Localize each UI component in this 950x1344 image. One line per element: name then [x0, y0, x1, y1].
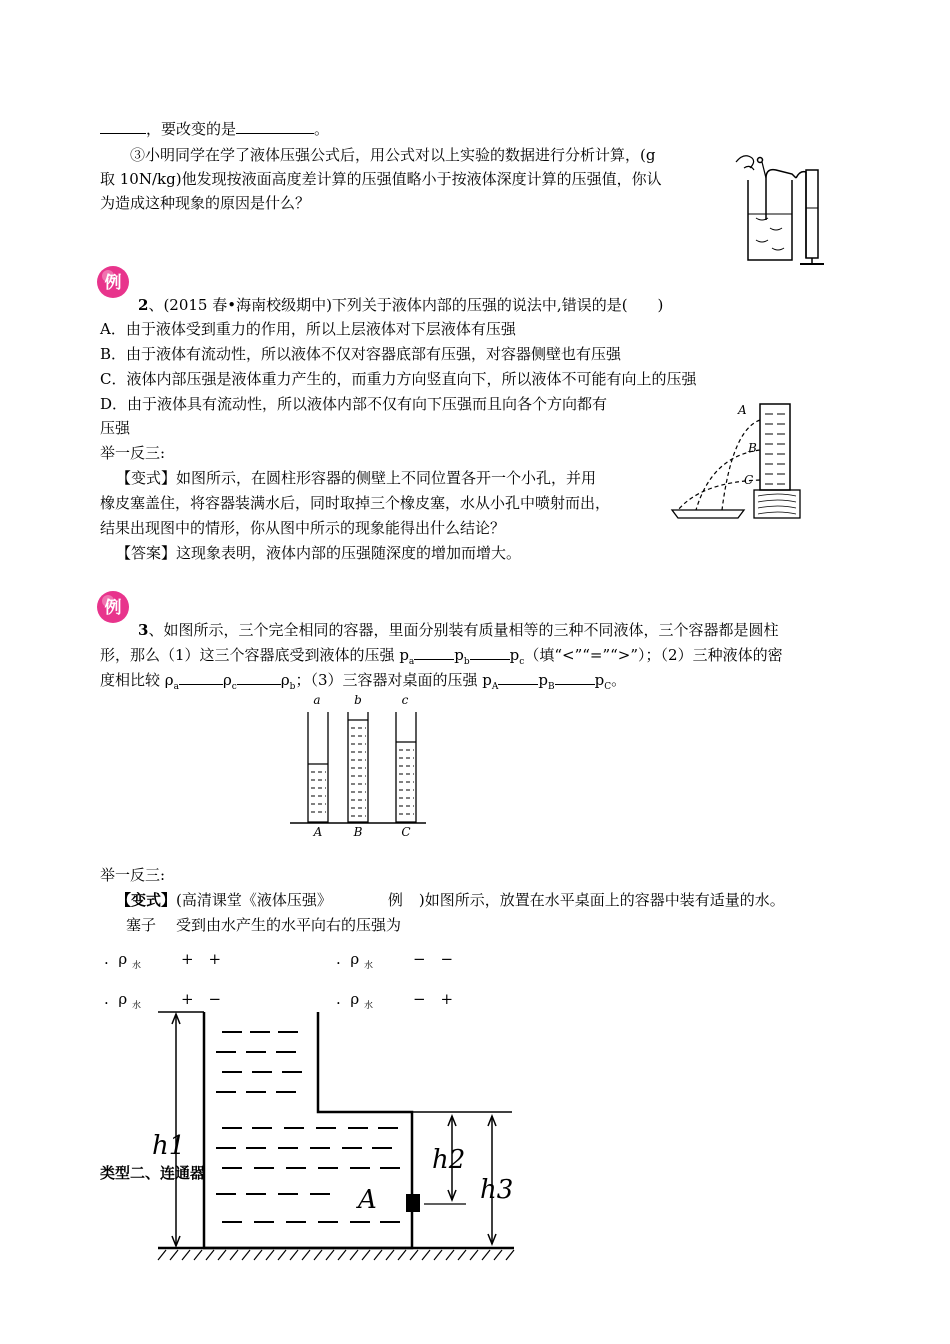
tube-label-a: a [313, 693, 321, 707]
choice-option[interactable]: . ρ $_水$ + + [104, 950, 222, 971]
blank[interactable] [100, 119, 146, 134]
blank[interactable] [236, 119, 314, 134]
q3-line-3: 度相比较 $\rho_a$ $\rho_c$ $\rho_b$；（3）三容器对桌面的压强 $p_A$ $p_B$ $p_C$。 [100, 671, 627, 692]
para-line: 为造成这种现象的原因是什么？ [100, 194, 311, 212]
stopper [406, 1194, 420, 1212]
option-d-cont: 压强 [100, 419, 131, 437]
choice-option[interactable]: . ρ $_水$ − − [336, 950, 454, 971]
variant-line: 【变式】(高清课堂《液体压强》 例 )如图所示，放置在水平桌面上的容器中装有适量的水。 [116, 891, 785, 909]
variant-line-2: 塞子 受到由水产生的水平向右的压强为 [126, 916, 402, 934]
variant-line: 橡皮塞盖住，将容器装满水后，同时取掉三个橡皮塞，水从小孔中喷射而出， [100, 494, 611, 512]
blank[interactable] [555, 670, 595, 685]
section-heading: 类型二、连通器 [100, 1164, 206, 1182]
q3-line-2: 形，那么（1）这三个容器底受到液体的压强 $p_a$ $p_b$ $p_c$（填“<”“=”“>”）；（2）三种液体的密 [100, 646, 783, 667]
option-d[interactable]: D．由于液体具有流动性，所以液体内部不仅有向下压强而且向各个方向都有 [100, 395, 608, 413]
example-badge-icon [96, 590, 130, 624]
option-b[interactable]: B．由于液体有流动性，所以液体不仅对容器底部有压强，对容器侧壁也有压强 [100, 345, 622, 363]
blank[interactable] [470, 645, 510, 660]
blank[interactable] [179, 670, 223, 685]
choice-option[interactable]: . ρ $_水$ − + [336, 990, 454, 1011]
para-line: ③小明同学在学了液体压强公式后，用公式对以上实验的数据进行分析计算，(g [130, 146, 656, 164]
label-h2: h2 [432, 1145, 466, 1175]
blank[interactable] [237, 670, 281, 685]
container-figure [150, 1008, 520, 1270]
example-badge-icon [96, 265, 130, 299]
q2-stem: 2、(2015 春•海南校级期中)下列关于液体内部的压强的说法中,错误的是( ) [138, 296, 664, 314]
para-line: 取 10N/kg)他发现按液面高度差计算的压强值略小于按液体深度计算的压强值，你认 [100, 170, 662, 188]
line-1: ，要改变的是 。 [100, 118, 329, 140]
answer-line: 【答案】这现象表明，液体内部的压强随深度的增加而增大。 [116, 544, 522, 562]
tube-label-C: C [401, 825, 411, 839]
variant-line: 结果出现图中的情形，你从图中所示的现象能得出什么结论？ [100, 519, 506, 537]
jyfs-label: 举一反三: [100, 866, 166, 884]
variant-line: 【变式】如图所示，在圆柱形容器的侧壁上不同位置各开一个小孔，并用 [116, 469, 597, 487]
option-c[interactable]: C．液体内部压强是液体重力产生的，而重力方向竖直向下，所以液体不可能有向上的压强 [100, 370, 697, 388]
three-tubes-figure [290, 692, 430, 842]
fig-label-b: B [748, 441, 757, 455]
tube-label-A: A [313, 825, 323, 839]
fig-label-c: C [744, 473, 754, 487]
tube-label-b: b [354, 693, 362, 707]
q3-stem: 3、如图所示，三个完全相同的容器，里面分别装有质量相等的三种不同液体，三个容器都是圆柱 [138, 621, 779, 639]
option-a[interactable]: A．由于液体受到重力的作用，所以上层液体对下层液体有压强 [100, 320, 516, 338]
svg-text:例: 例 [104, 273, 122, 293]
fig-label-a: A [738, 403, 747, 417]
blank[interactable] [414, 645, 454, 660]
tube-label-B: B [353, 825, 363, 839]
jyfs-label: 举一反三: [100, 444, 166, 462]
label-h1: h1 [152, 1131, 186, 1161]
manometer-figure [726, 148, 826, 268]
blank[interactable] [498, 670, 538, 685]
label-A: A [358, 1185, 377, 1215]
svg-text:例: 例 [104, 598, 122, 618]
label-h3: h3 [480, 1175, 514, 1205]
choice-option[interactable]: . ρ $_水$ + − [104, 990, 222, 1011]
tube-label-c: c [401, 693, 409, 707]
water-jet-figure [672, 400, 804, 524]
